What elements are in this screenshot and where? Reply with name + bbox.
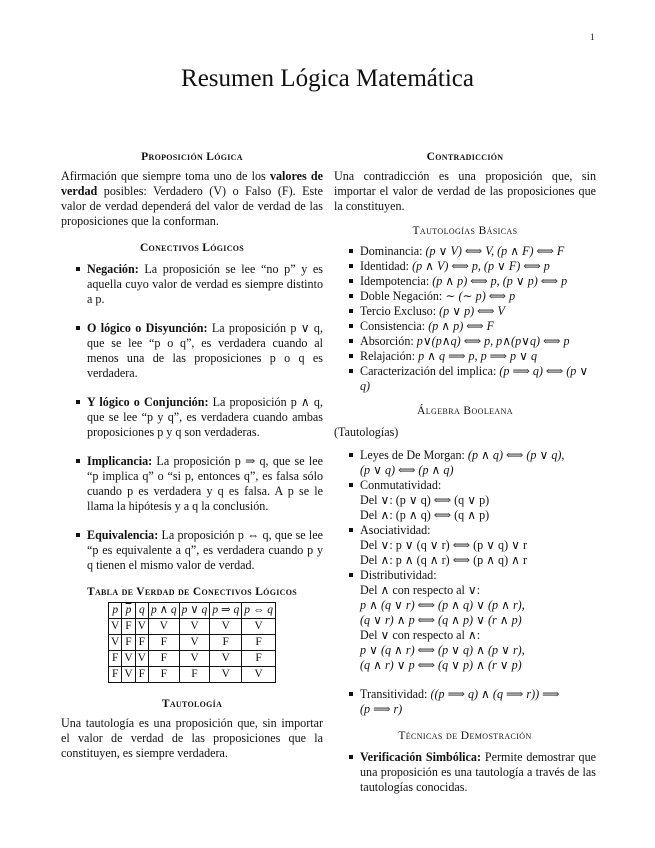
- table-header-cell: q: [135, 603, 148, 619]
- table-cell: V: [210, 651, 242, 667]
- list-item: Conmutatividad: Del ∨: (p ∨ q) ⟺ (q ∨ p) Del ∧: (p ∧ q) ⟺ (q ∧ p): [334, 478, 596, 523]
- algebra-intro: (Tautologías): [334, 425, 399, 439]
- table-cell: V: [179, 619, 210, 635]
- table-cell: V: [242, 667, 276, 683]
- section-heading-basicas: Tautologías Básicas: [412, 225, 518, 237]
- table-cell: F: [148, 635, 179, 651]
- list-item: Implicancia: La proposición p ⇒ q, que se lee “p implica q” o “si p, entonces q”, es falsa sólo cuando p es verdadera y q es falsa. A p se le llama la hipótesis y a q la conclusión.: [61, 454, 323, 514]
- list-item: O lógico o Disyunción: La proposición p ∨ q, que se lee “p o q”, es verdadera cuando al menos una de las proposiciones p o q es verdadera.: [61, 321, 323, 381]
- list-item: Doble Negación: ∼ (∼ p) ⟺ p: [334, 289, 596, 304]
- list-item: Dominancia: (p ∨ V) ⟺ V, (p ∧ F) ⟺ F: [334, 244, 596, 259]
- section-heading-tabla: Tabla de Verdad de Conectivos Lógicos: [87, 586, 297, 598]
- list-item: Negación: La proposición se lee “no p” y es aquella cuyo valor de verdad es siempre distinto a p.: [61, 262, 323, 307]
- table-cell: V: [135, 651, 148, 667]
- table-cell: V: [210, 667, 242, 683]
- section-heading-tautologia: Tautología: [161, 698, 223, 710]
- basicas-list: [334, 244, 596, 394]
- table-cell: V: [122, 667, 135, 683]
- conectivos-list: [61, 262, 323, 573]
- table-row: [109, 635, 276, 651]
- document-title: Resumen Lógica Matemática: [181, 65, 474, 92]
- list-item: Tercio Excluso: (p ∨ p) ⟺ V: [334, 304, 596, 319]
- table-header-cell: p: [109, 603, 122, 619]
- table-header-cell: p ⇒ q: [210, 603, 242, 619]
- list-item: Verificación Simbólica: Permite demostrar que una proposición es una tautología a través de las tautologías conocidas.: [334, 750, 596, 795]
- section-heading-contradiccion: Contradicción: [426, 151, 504, 163]
- table-cell: F: [148, 667, 179, 683]
- table-header-cell: p ∨ q: [179, 603, 210, 619]
- table-cell: F: [122, 619, 135, 635]
- list-item: Consistencia: (p ∧ p) ⟺ F: [334, 319, 596, 334]
- table-header-cell: p ⇔ q: [242, 603, 276, 619]
- proposicion-paragraph: Afirmación que siempre toma uno de los valores de verdad posibles: Verdadero (V) o Falso (F). Este valor de verdad dependerá del valor de verdad de las proposiciones que la conforman.: [61, 169, 323, 228]
- list-item: Leyes de De Morgan: (p ∧ q) ⟺ (p ∨ q), (p ∨ q) ⟺ (p ∧ q): [334, 448, 596, 478]
- tautologia-paragraph: Una tautología es una proposición que, sin importar el valor de verdad de las proposiciones que la constituyen, es siempre verdadera.: [61, 716, 323, 760]
- section-heading-conectivos: Conectivos Lógicos: [139, 242, 245, 254]
- list-item: Transitividad: ((p ⟹ q) ∧ (q ⟹ r)) ⟹ (p ⟹ r): [334, 687, 596, 717]
- table-cell: V: [148, 619, 179, 635]
- table-row: [109, 619, 276, 635]
- table-cell: V: [210, 619, 242, 635]
- table-header-cell: $\overline{p}$: [122, 603, 135, 619]
- table-cell: F: [122, 635, 135, 651]
- page-number: 1: [590, 32, 595, 42]
- table-cell: V: [179, 651, 210, 667]
- list-item: Caracterización del implica: (p ⟹ q) ⟺ (p ∨ q): [334, 364, 596, 394]
- contradiccion-paragraph: Una contradicción es una proposición que, sin importar el valor de verdad de las proposiciones que la constituyen.: [334, 169, 596, 213]
- section-heading-tecnicas: Técnicas de Demostración: [398, 730, 532, 742]
- list-item: Asociatividad: Del ∨: p ∨ (q ∨ r) ⟺ (p ∨ q) ∨ r Del ∧: p ∧ (q ∧ r) ⟺ (p ∧ q) ∧ r: [334, 523, 596, 568]
- table-cell: V: [109, 619, 122, 635]
- table-header-row: [109, 603, 276, 619]
- table-cell: V: [135, 619, 148, 635]
- table-cell: V: [179, 635, 210, 651]
- algebra-list: [334, 448, 596, 717]
- table-cell: V: [122, 651, 135, 667]
- table-cell: F: [242, 635, 276, 651]
- table-header-cell: p ∧ q: [148, 603, 179, 619]
- truth-table: [108, 602, 276, 683]
- tecnicas-list: [334, 750, 596, 795]
- table-cell: V: [242, 619, 276, 635]
- list-item: Equivalencia: La proposición p ⇔ q, que se lee “p es equivalente a q”, es verdadera cuando p y q tienen el mismo valor de verdad.: [61, 528, 323, 573]
- section-heading-algebra: Álgebra Booleana: [417, 405, 513, 417]
- table-cell: V: [109, 635, 122, 651]
- table-cell: F: [242, 651, 276, 667]
- list-item: Identidad: (p ∧ V) ⟺ p, (p ∨ F) ⟺ p: [334, 259, 596, 274]
- table-cell: F: [109, 651, 122, 667]
- list-item: Absorción: p∨(p∧q) ⟺ p, p∧(p∨q) ⟺ p: [334, 334, 596, 349]
- list-item: Idempotencia: (p ∧ p) ⟺ p, (p ∨ p) ⟺ p: [334, 274, 596, 289]
- right-column: [334, 150, 596, 795]
- left-column: [61, 150, 323, 761]
- table-cell: F: [109, 667, 122, 683]
- section-heading-proposicion: Proposición Lógica: [141, 151, 243, 163]
- list-item: Y lógico o Conjunción: La proposición p ∧ q, que se lee “p y q”, es verdadera cuando ambas proposiciones p y q son verdaderas.: [61, 395, 323, 440]
- list-item: Relajación: p ∧ q ⟹ p, p ⟹ p ∨ q: [334, 349, 596, 364]
- table-row: [109, 667, 276, 683]
- table-cell: F: [179, 667, 210, 683]
- table-cell: F: [210, 635, 242, 651]
- table-cell: F: [135, 635, 148, 651]
- table-cell: F: [135, 667, 148, 683]
- table-cell: F: [148, 651, 179, 667]
- list-item: Distributividad: Del ∧ con respecto al ∨: p ∧ (q ∨ r) ⟺ (p ∧ q) ∨ (p ∧ r), (q ∨ r) ∧ p ⟺ (q ∧ p) ∨ (r ∧ p) Del ∨ con respecto al ∧: p ∨ (q ∧ r) ⟺ (p ∨ q) ∧ (p ∨ r), (q ∧ r) ∨ p ⟺ (q ∨ p) ∧ (r ∨ p): [334, 568, 596, 673]
- table-row: [109, 651, 276, 667]
